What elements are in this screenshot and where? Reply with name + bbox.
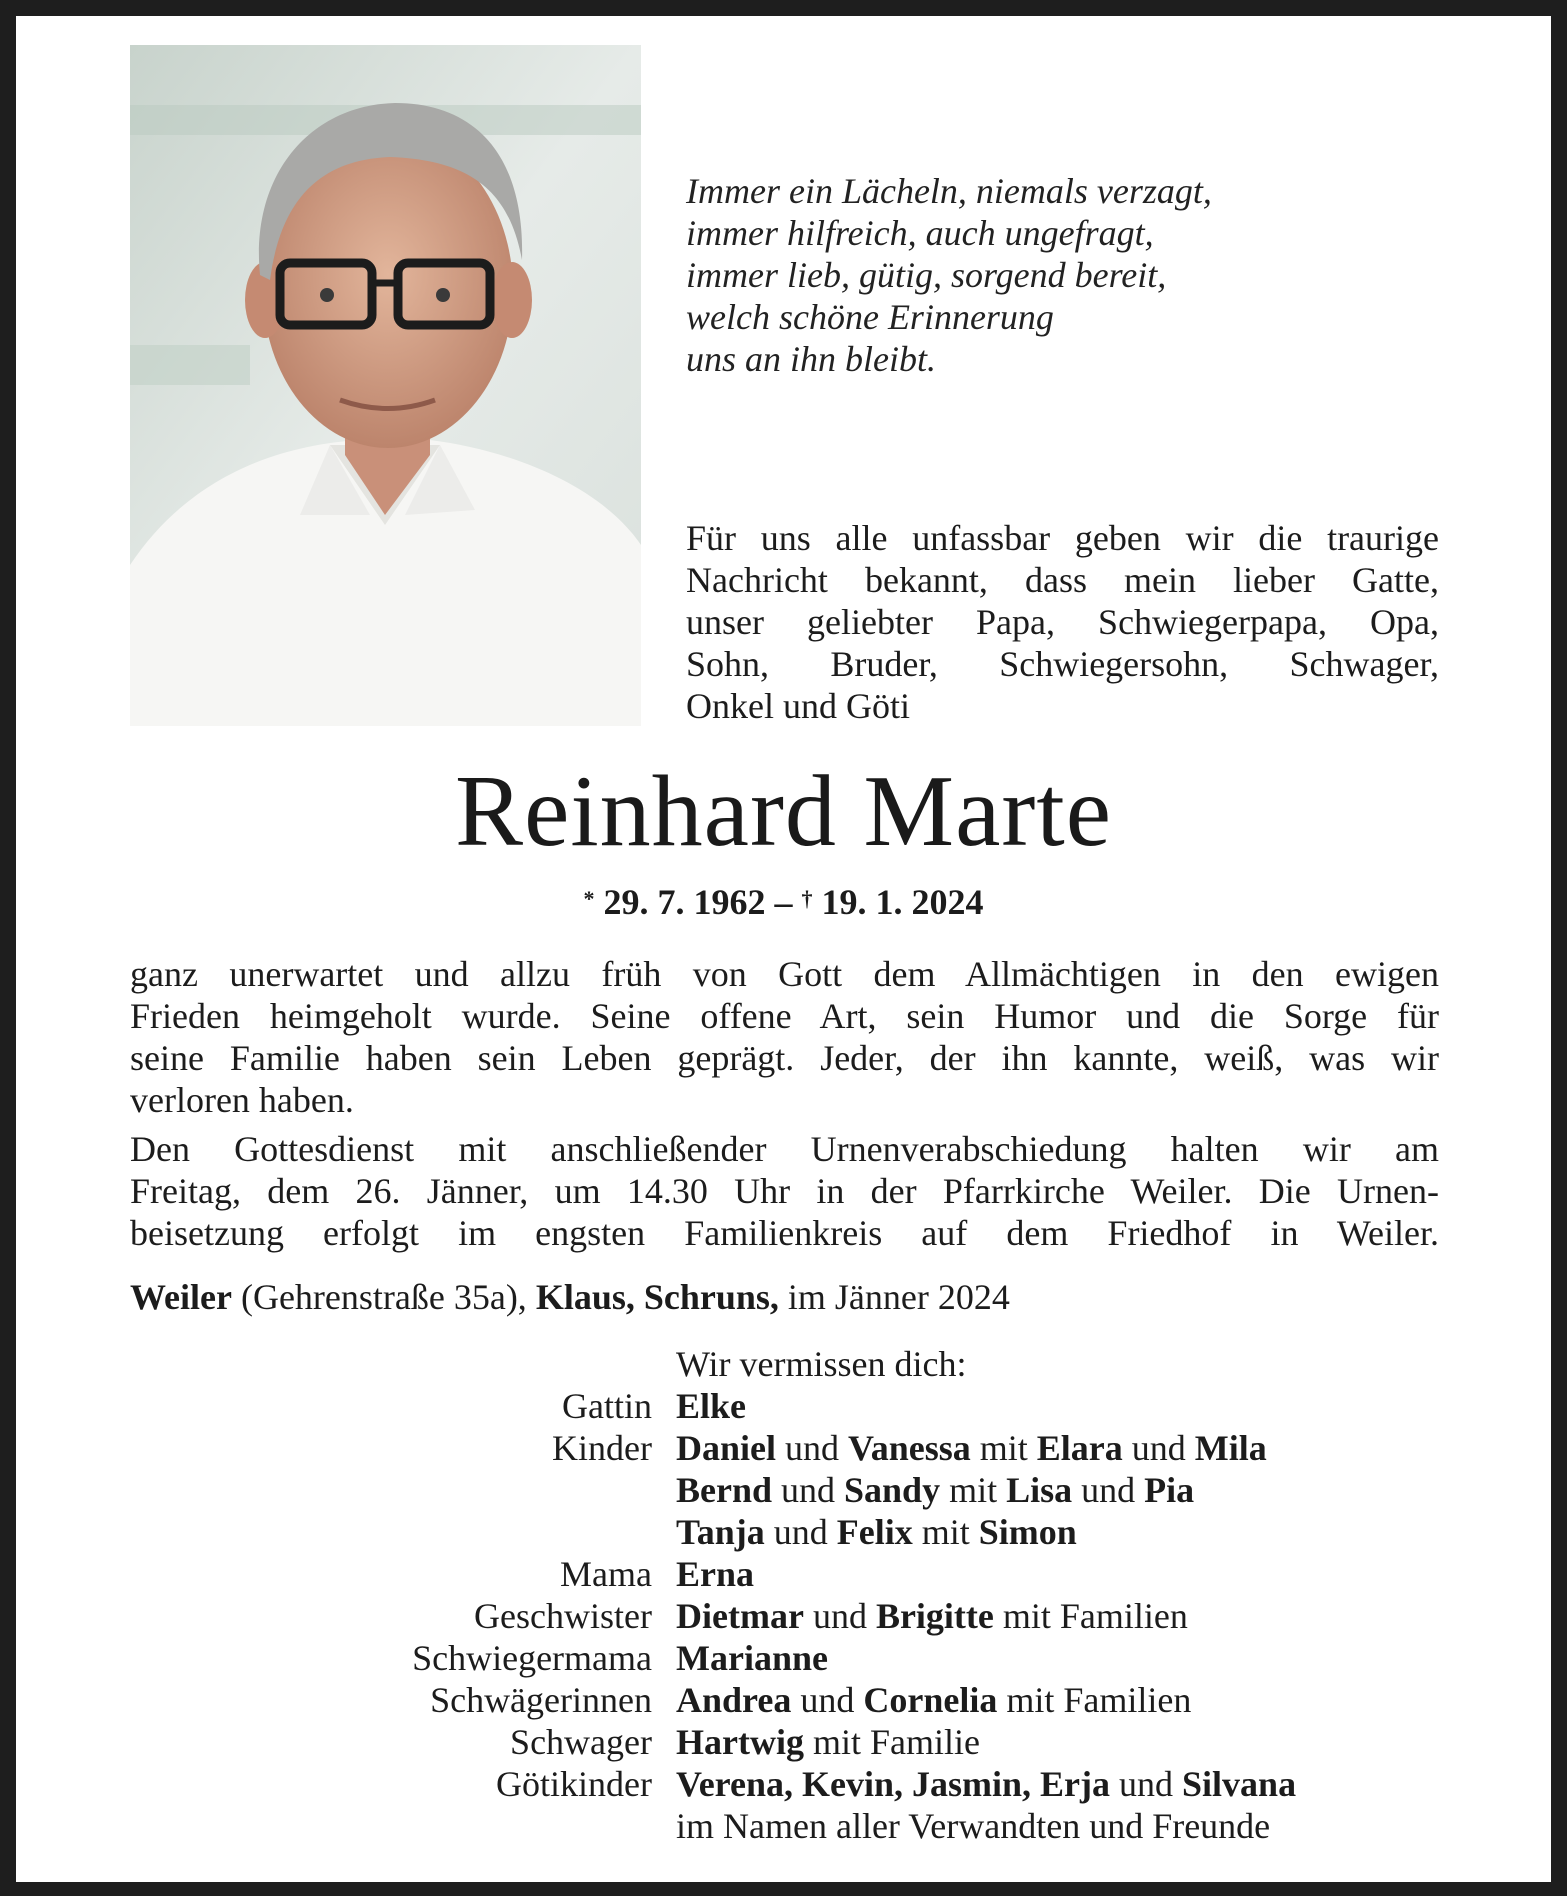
place-address: (Gehrenstraße 35a), xyxy=(240,1277,527,1317)
death-symbol: † xyxy=(801,886,813,911)
relative-row-geschwister xyxy=(0,1595,1567,1637)
relative-names: Bernd und Sandy mit Lisa und Pia xyxy=(676,1470,1195,1510)
relative-names: Daniel und Vanessa mit Elara und Mila xyxy=(676,1428,1267,1468)
announcement-line: Nachricht bekannt, dass mein lieber Gatte, xyxy=(686,560,1439,600)
relative-row-schwiegermama xyxy=(0,1637,1567,1679)
relative-names: Hartwig mit Familie xyxy=(676,1722,980,1762)
announcement xyxy=(686,517,1439,727)
poem xyxy=(686,170,1486,380)
death-date: 19. 1. 2024 xyxy=(821,882,984,922)
paragraph-line: seine Familie haben sein Leben geprägt. Jeder, der ihn kannte, weiß, was wir xyxy=(130,1038,1439,1078)
relation-label: Mama xyxy=(560,1554,652,1594)
place-town: Weiler xyxy=(130,1277,232,1317)
deceased-name: Reinhard Marte xyxy=(455,755,1112,868)
announcement-line: Onkel und Göti xyxy=(686,686,910,726)
relatives-closing-row xyxy=(0,1805,1567,1847)
relative-row-goetikinder xyxy=(0,1763,1567,1805)
place-date-line xyxy=(130,1276,1010,1318)
poem-line: immer hilfreich, auch ungefragt, xyxy=(686,213,1154,253)
life-dates xyxy=(0,878,1567,931)
relation-label: Schwägerinnen xyxy=(430,1680,652,1720)
relative-names: Tanja und Felix mit Simon xyxy=(676,1512,1077,1552)
paragraph-line: ganz unerwartet und allzu früh von Gott dem Allmächtigen in den ewigen xyxy=(130,954,1439,994)
relative-row-kinder xyxy=(0,1427,1567,1469)
date-dash: – xyxy=(774,882,793,922)
relative-row-schwaegerinnen xyxy=(0,1679,1567,1721)
relation-label: Kinder xyxy=(552,1428,652,1468)
paragraph-line: Freitag, dem 26. Jänner, um 14.30 Uhr in der Pfarrkirche Weiler. Die Urnen- xyxy=(130,1171,1439,1211)
paragraph-line: Den Gottesdienst mit anschließender Urnenverabschiedung halten wir am xyxy=(130,1129,1439,1169)
relatives-intro: Wir vermissen dich: xyxy=(676,1344,967,1384)
poem-line: welch schöne Erinnerung xyxy=(686,297,1054,337)
birth-symbol: * xyxy=(583,886,595,911)
relation-label: Schwager xyxy=(510,1722,652,1762)
portrait-image xyxy=(130,45,641,726)
relation-label: Götikinder xyxy=(496,1764,652,1804)
relatives-intro-row xyxy=(0,1343,1567,1385)
relative-name: Elke xyxy=(676,1386,747,1426)
relative-row-kinder-2 xyxy=(0,1469,1567,1511)
relative-names: Dietmar und Brigitte mit Familien xyxy=(676,1596,1188,1636)
paragraph-line: Frieden heimgeholt wurde. Seine offene Art, sein Humor und die Sorge für xyxy=(130,996,1439,1036)
relation-label: Geschwister xyxy=(474,1596,652,1636)
relative-name: Marianne xyxy=(676,1638,828,1678)
relative-row-gattin xyxy=(0,1385,1567,1427)
poem-line: uns an ihn bleibt. xyxy=(686,339,936,379)
place-date: im Jänner 2024 xyxy=(787,1277,1010,1317)
relation-label: Schwiegermama xyxy=(412,1638,652,1678)
place-others: Klaus, Schruns, xyxy=(535,1277,779,1317)
paragraph-line: beisetzung erfolgt im engsten Familienkreis auf dem Friedhof in Weiler. xyxy=(130,1213,1439,1253)
relative-names: Andrea und Cornelia mit Familien xyxy=(676,1680,1192,1720)
birth-date: 29. 7. 1962 xyxy=(603,882,766,922)
portrait-photo xyxy=(130,45,641,726)
poem-line: immer lieb, gütig, sorgend bereit, xyxy=(686,255,1167,295)
paragraph-farewell xyxy=(130,953,1439,1121)
relatives-closing: im Namen aller Verwandten und Freunde xyxy=(676,1806,1271,1846)
announcement-line: unser geliebter Papa, Schwiegerpapa, Opa, xyxy=(686,602,1439,642)
announcement-line: Für uns alle unfassbar geben wir die traurige xyxy=(686,518,1439,558)
paragraph-service xyxy=(130,1128,1439,1254)
relatives-list xyxy=(0,1343,1567,1847)
relative-names: Verena, Kevin, Jasmin, Erja und Silvana xyxy=(676,1764,1297,1804)
relative-row-schwager xyxy=(0,1721,1567,1763)
relative-row-mama xyxy=(0,1553,1567,1595)
poem-line: Immer ein Lächeln, niemals verzagt, xyxy=(686,171,1212,211)
paragraph-line: verloren haben. xyxy=(130,1080,354,1120)
announcement-line: Sohn, Bruder, Schwiegersohn, Schwager, xyxy=(686,644,1439,684)
relative-name: Erna xyxy=(676,1554,755,1594)
relation-label: Gattin xyxy=(562,1386,652,1426)
relative-row-kinder-3 xyxy=(0,1511,1567,1553)
